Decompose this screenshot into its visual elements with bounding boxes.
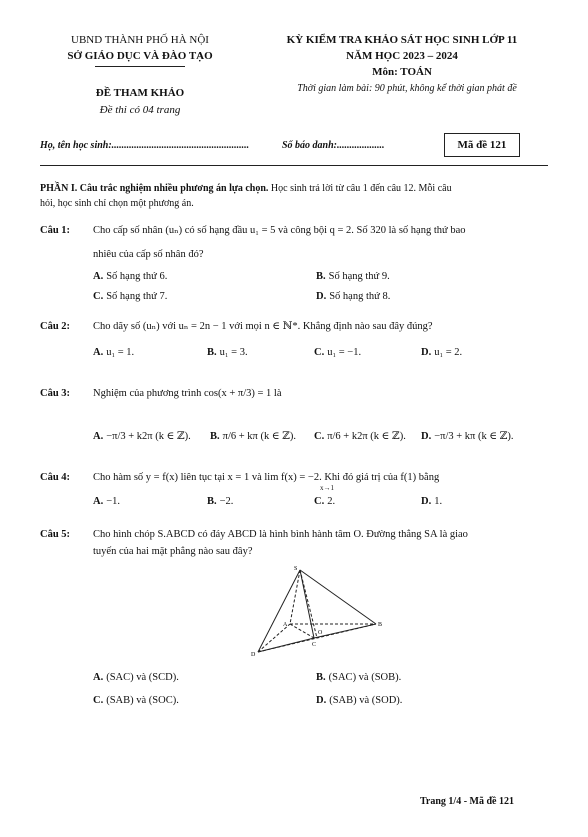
option-text: −π/3 + k2π (k ∈ ℤ). [106,431,191,442]
question-2-label: Câu 2: [40,321,71,332]
limit-subscript: x→1 [320,484,334,492]
option-text: Số hạng thứ 6. [106,271,168,282]
pyramid-figure [248,560,388,660]
student-name-field: Họ, tên học sinh:....................................................... [40,140,250,151]
exam-title: KỲ KIỂM TRA KHẢO SÁT HỌC SINH LỚP 11 [286,34,518,46]
option-text: u₁ = −1. [327,347,362,358]
option-text: Số hạng thứ 7. [106,291,168,302]
header-department: SỞ GIÁO DỤC VÀ ĐÀO TẠO [67,50,213,62]
question-5-option-d[interactable] [316,695,402,706]
question-1-option-a[interactable] [93,271,167,282]
question-4-option-d[interactable] [421,496,442,507]
option-letter: C. [314,496,325,507]
question-1-text: Cho cấp số nhân (uₙ) có số hạng đầu u₁ = 5 và công bội q = 2. Số 320 là số hạng thứ bao [93,225,466,236]
part-one-instructions [40,181,550,211]
header-left-rule [95,66,185,67]
option-letter: A. [93,496,104,507]
question-5-label: Câu 5: [40,529,71,540]
page-count: Đề thi có 04 trang [99,104,181,116]
option-text: −1. [106,496,121,507]
question-3-option-d[interactable] [421,430,514,442]
vertex-s-label: S [294,566,298,572]
time-limit: Thời gian làm bài: 90 phút, không kể thời gian phát đề [297,83,517,94]
question-5-option-a[interactable] [93,672,179,683]
option-text: Số hạng thứ 9. [328,271,390,282]
school-year: NĂM HỌC 2023 – 2024 [346,50,458,62]
question-1-text-2: nhiêu của cấp số nhân đó? [93,249,204,260]
option-text: u₁ = 3. [219,347,248,358]
vertex-a-label: A [283,622,288,628]
question-3-label: Câu 3: [40,388,71,399]
question-1-label: Câu 1: [40,225,71,236]
exam-type: ĐỀ THAM KHẢO [95,87,185,99]
option-text: u₁ = 2. [434,347,463,358]
center-o-label: O [318,630,323,636]
option-text: 2. [327,496,336,507]
option-letter: C. [93,291,104,302]
option-letter: B. [207,496,217,507]
student-id-field: Số báo danh:................... [282,140,385,151]
option-text: (SAB) và (SOD). [329,695,403,706]
option-letter: D. [316,695,327,706]
question-1-option-d[interactable] [316,291,390,302]
page-footer: Trang 1/4 - Mã đề 121 [420,796,514,807]
question-3-text: Nghiệm của phương trình cos(x + π/3) = 1 là [93,388,282,399]
option-letter: B. [207,347,217,358]
option-letter: D. [421,431,432,442]
question-5-text-2: tuyến của hai mặt phẳng nào sau đây? [93,546,253,557]
question-3-option-c[interactable] [314,430,406,442]
question-2-option-d[interactable] [421,347,462,358]
question-5-text: Cho hình chóp S.ABCD có đáy ABCD là hình bình hành tâm O. Đường thẳng SA là giao [93,529,468,540]
question-3-option-a[interactable] [93,430,191,442]
question-1-option-b[interactable] [316,271,390,282]
question-2-option-c[interactable] [314,347,361,358]
header-authority: UBND THÀNH PHỐ HÀ NỘI [71,34,209,46]
option-letter: B. [316,672,326,683]
option-letter: D. [421,496,432,507]
option-letter: A. [93,672,104,683]
subject: Môn: TOÁN [372,66,432,78]
option-letter: C. [314,347,325,358]
option-text: (SAC) và (SOB). [328,672,402,683]
question-2-option-a[interactable] [93,347,134,358]
option-text: π/6 + kπ (k ∈ ℤ). [222,431,297,442]
question-1-option-c[interactable] [93,291,167,302]
option-text: 1. [434,496,443,507]
exam-code-box: Mã đề 121 [444,133,520,157]
option-letter: D. [421,347,432,358]
question-4-option-b[interactable] [207,496,233,507]
vertex-b-label: B [378,622,383,628]
part-one-text: Học sinh trả lời từ câu 1 đến câu 12. Mỗi câu [268,183,452,194]
option-letter: C. [314,431,325,442]
question-4-option-c[interactable] [314,496,335,507]
option-letter: A. [93,347,104,358]
option-letter: A. [93,431,104,442]
option-text: (SAB) và (SOC). [106,695,179,706]
part-one-title: PHẦN I. Câu trắc nghiệm nhiều phương án lựa chọn. [40,183,269,194]
question-4-option-a[interactable] [93,496,120,507]
question-2-option-b[interactable] [207,347,248,358]
option-letter: B. [210,431,220,442]
option-letter: C. [93,695,104,706]
question-4-label: Câu 4: [40,472,71,483]
question-2-text: Cho dãy số (uₙ) với uₙ = 2n − 1 với mọi n ∈ ℕ*. Khẳng định nào sau đây đúng? [93,321,433,332]
option-letter: D. [316,291,327,302]
question-5-option-b[interactable] [316,672,401,683]
vertex-d-label: D [251,652,256,658]
option-letter: B. [316,271,326,282]
option-text: −π/3 + kπ (k ∈ ℤ). [434,431,514,442]
question-5-option-c[interactable] [93,695,179,706]
option-text: Số hạng thứ 8. [329,291,391,302]
question-4-text: Cho hàm số y = f(x) liên tục tại x = 1 và lim f(x) = −2. Khi đó giá trị của f(1) bằng [93,472,440,483]
question-3-option-b[interactable] [210,430,296,442]
vertex-c-label: C [312,642,317,648]
header-divider [40,165,548,166]
option-text: π/6 + k2π (k ∈ ℤ). [327,431,406,442]
option-text: −2. [219,496,234,507]
option-letter: A. [93,271,104,282]
part-one-text-2: hỏi, học sinh chỉ chọn một phương án. [40,198,194,209]
option-text: u₁ = 1. [106,347,135,358]
option-text: (SAC) và (SCD). [106,672,179,683]
